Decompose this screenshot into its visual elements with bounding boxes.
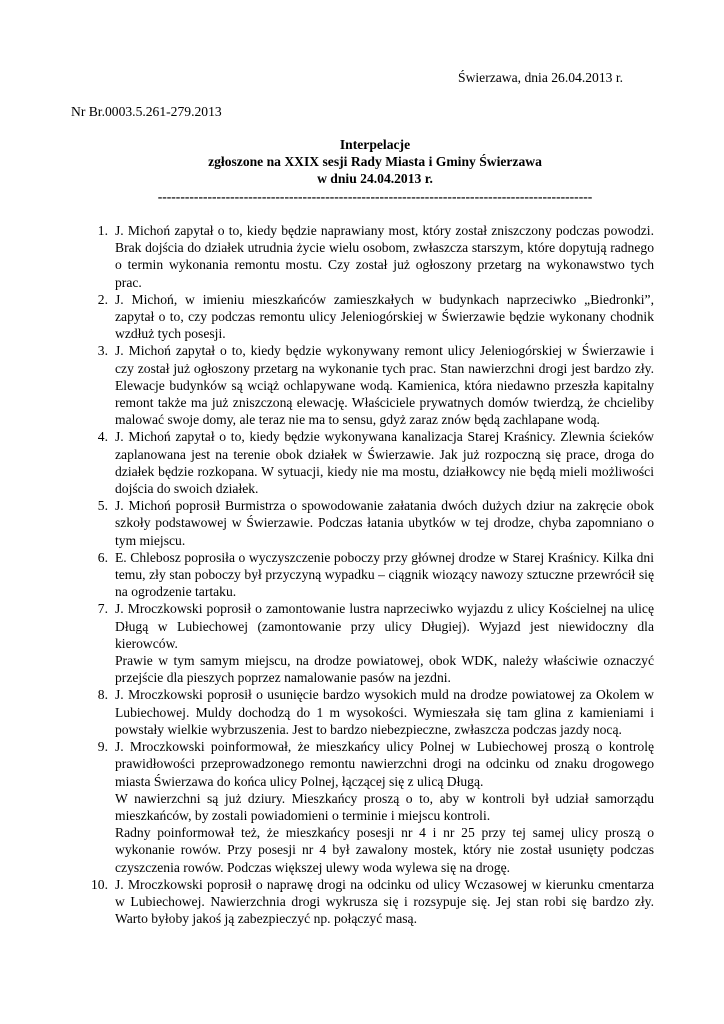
heading-date: w dniu 24.04.2013 r. [317,171,433,187]
list-item [80,738,654,876]
heading-title: Interpelacje [339,137,411,152]
item-number: 9. [97,739,108,755]
item-paragraph: E. Chlebosz poprosiła o wyczyszczenie poboczy przy głównej drodze w Starej Kraśnicy. Kilka dni temu, zły stan poboczy był przyczyną wypadku – ciągnik wiozący nawozy sztuczne przewrócił się na ogrodzenie tartaku. [115,549,654,600]
item-number: 6. [97,549,108,565]
reference-number: Nr Br.0003.5.261-279.2013 [71,104,222,119]
item-paragraph: J. Mroczkowski poinformował, że mieszkańcy ulicy Polnej w Lubiechowej proszą o kontrolę prawidłowości przeprowadzonego remontu nawierzchni drogi na odcinku od znaku drogowego miasta Świerzawa do końca ulicy Polnej, łączącej się z ulicą Długą. [115,739,654,789]
item-paragraph: J. Mroczkowski poprosił o zamontowanie lustra naprzeciwko wyjazdu z ulicy Kościelnej na ulicę Długą w Lubiechowej (zamontowanie przy ulicy Długiej). Wyjazd jest niewidoczny dla kierowców. [115,601,654,651]
item-paragraph: J. Michoń zapytał o to, kiedy będzie wykonywana kanalizacja Starej Kraśnicy. Zlewnia ścieków zaplanowana jest na terenie obok działek w Świerzawie. Jak już rozpoczną się prace, droga do działek będzie rozkopana. W sytuacji, kiedy nie ma mostu, działkowcy nie będą mieli możliwości dojścia do swoich działek. [115,429,654,497]
item-number: 7. [97,601,108,617]
item-paragraph: J. Michoń, w imieniu mieszkańców zamieszkałych w budynkach naprzeciwko „Biedronki”, zapytał o to, czy podczas remontu ulicy Jeleniogórskiej w Świerzawie będzie wykonany chodnik wzdłuż tych posesji. [115,291,654,342]
item-number: 4. [97,429,108,445]
list-item [80,600,654,686]
list-item [80,549,654,601]
item-paragraph: J. Michoń poprosił Burmistrza o spowodowanie załatania dwóch dużych dziur na zakręcie obok szkoły podstawowej w Świerzawie. Podczas łatania ubytków w tej drodze, chyba zapomniano o tym miejscu. [115,498,654,548]
list-item [80,222,654,291]
item-number: 5. [97,498,108,514]
list-item [80,686,654,738]
item-paragraph: J. Michoń zapytał o to, kiedy będzie wykonywany remont ulicy Jeleniogórskiej w Świerzawie i czy został już ogłoszony przetarg na wykonanie tych prac. Stan nawierzchni drogi jest bardzo zły. Elewacje budynków są wciąż ochlapywane wodą. Kamienica, która niedawno przeszła kapitalny remont także ma już zniszczoną elewację. Właściciele prywatnych domów twierdzą, że chcieliby malować swoje domy, ale teraz nie ma to sensu, gdyż zaraz znów będą zachlapane wodą. [115,343,654,428]
item-paragraph: W nawierzchni są już dziury. Mieszkańcy proszą o to, aby w kontroli był udział samorządu mieszkańców, by zostali powiadomieni o terminie i miejscu kontroli. [115,790,654,823]
heading-subtitle: zgłoszone na XXIX sesji Rady Miasta i Gminy Świerzawa [208,154,542,170]
item-paragraph: J. Mroczkowski poprosił o naprawę drogi na odcinku od ulicy Wczasowej w kierunku cmentarza w Lubiechowej. Nawierzchnia drogi wykrusza się i rozsypuje się. Jej stan robi się bardzo zły. Warto byłoby jakoś ją zabezpieczyć np. połączyć masą. [115,876,654,927]
heading-rule: ------------------------------------------------------------------------------------------------ [157,188,593,204]
item-paragraph: Prawie w tym samym miejscu, na drodze powiatowej, obok WDK, należy właściwie oznaczyć przejście dla pieszych poprzez namalowanie pasów na jezdni. [115,653,654,686]
item-number: 10. [91,876,108,892]
item-number: 2. [97,291,108,307]
item-number: 1. [97,223,108,238]
item-paragraph: J. Michoń zapytał o to, kiedy będzie naprawiany most, który został zniszczony podczas powodzi. Brak dojścia do działek utrudnia życie wielu osobom, zwłaszcza starszym, które dopytują radnego o termin wykonania remontu mostu. Czy został już ogłoszony przetarg na wykonawstwo tych prac. [115,223,654,290]
list-item [80,497,654,549]
list-item [80,291,654,343]
item-paragraph: J. Mroczkowski poprosił o usunięcie bardzo wysokich muld na drodze powiatowej za Okolem w Lubiechowej. Muldy dochodzą do 1 m wysokości. Wymieszała się tam glina z kamieniami i powstały wielkie wybrzuszenia. Jest to bardzo niebezpieczne, zwłaszcza podczas jazdy nocą. [115,687,654,737]
list-item [80,876,654,928]
document-heading [100,136,650,205]
list-item [80,428,654,497]
item-number: 8. [97,687,108,703]
interpellation-list [80,222,654,927]
item-number: 3. [97,343,108,359]
item-paragraph: Radny poinformował też, że mieszkańcy posesji nr 4 i nr 25 przy tej samej ulicy proszą o wykonanie rowów. Przy posesji nr 4 był zawalony mostek, który nie został usunięty podczas czyszczenia rowów. Podczas większej ulewy woda wylewa się na drogę. [115,825,654,875]
list-item [80,342,654,428]
place-date: Świerzawa, dnia 26.04.2013 r. [458,70,623,85]
